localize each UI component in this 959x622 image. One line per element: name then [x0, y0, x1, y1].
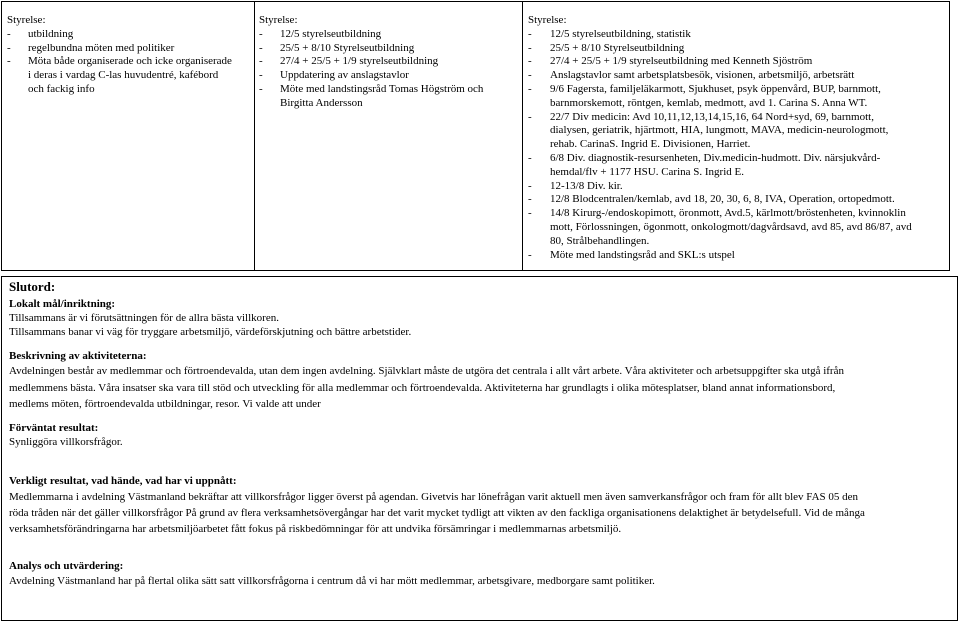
goal-line: Tillsammans banar vi väg för tryggare arbetsmiljö, värdeförskjutning och bättre arbetstider.: [9, 326, 412, 338]
list-item: [528, 111, 947, 152]
table-cell-column-2: [255, 2, 523, 270]
list-item-line: Anslagstavlor samt arbetsplatsbesök, visionen, arbetsmiljö, arbetsrätt: [550, 69, 855, 82]
list-dash: -: [528, 110, 532, 123]
list-item-line: Möte med landstingsråd and SKL:s utspel: [550, 248, 735, 261]
table-cell-column-3: [523, 2, 949, 270]
list-item-line: rehab. CarinaS. Ingrid E. Divisionen, Harriet.: [550, 138, 751, 151]
column-heading: Styrelse:: [259, 14, 298, 26]
list-item-line: 12/5 styrelseutbildning, statistik: [550, 27, 691, 40]
list-item-line: barnmorskemott, röntgen, kemlab, medmott, avd 1. Carina S. Anna WT.: [550, 96, 868, 109]
list-item: [528, 207, 947, 248]
list-item: [7, 55, 254, 96]
actual-result-line: verksamhetsförändringarna har arbetsmiljöarbetet fått fokus på riskbedömningar för att undvika försämringar i medlemmarnas arbetsmiljö.: [9, 523, 622, 535]
list-item-line: 6/8 Div. diagnostik-resursenheten, Div.medicin-hudmott. Div. närsjukvård-: [550, 151, 881, 164]
list-dash: -: [7, 41, 11, 54]
list-item-line: mott, Förlossningen, ögonmott, onkologmott/dagvårdsavd, avd 85, avd 86/87, avd: [550, 220, 912, 233]
list-item: [259, 55, 522, 69]
activities-line: Avdelningen består av medlemmar och förtroendevalda, utan dem ingen avdelning. Självklart måste de utgöra det centrala i allt vårt arbete. Våra aktiviteter och arbetsuppgifter ska utgå ifrån: [9, 365, 844, 377]
list-item-line: 12/8 Blodcentralen/kemlab, avd 18, 20, 30, 6, 8, IVA, Operation, ortopedmott.: [550, 193, 895, 206]
list-item: [528, 83, 947, 111]
list-item: [528, 42, 947, 56]
list-dash: -: [528, 248, 532, 261]
list-item-line: Möta både organiserade och icke organiserade: [28, 55, 232, 68]
expected-result-line: Synliggöra villkorsfrågor.: [9, 436, 123, 448]
list-dash: -: [528, 69, 532, 82]
list-dash: -: [528, 207, 532, 220]
list-item-line: 22/7 Div medicin: Avd 10,11,12,13,14,15,16, 64 Nord+syd, 69, barnmott,: [550, 110, 874, 123]
list-item: [259, 42, 522, 56]
analysis-line: Avdelning Västmanland har på flertal olika sätt satt villkorsfrågorna i centrum då vi har mött medlemmar, arbetsgivare, medborgare samt politiker.: [9, 575, 655, 587]
activities-line: medlems möten, förtroendevalda utbildningar, resor. Vi valde att under: [9, 398, 321, 410]
list-item-line: 25/5 + 8/10 Styrelseutbildning: [550, 41, 685, 54]
list-item: [259, 83, 522, 111]
list-dash: -: [528, 82, 532, 95]
list-item: [528, 193, 947, 207]
goal-heading: Lokalt mål/inriktning:: [9, 298, 116, 310]
list-dash: -: [259, 55, 263, 68]
list-item: [7, 28, 254, 42]
activities-heading: Beskrivning av aktiviteterna:: [9, 350, 147, 362]
list-item: [7, 42, 254, 56]
list-dash: -: [528, 193, 532, 206]
list-item-line: dialysen, geriatrik, hjärtmott, HIA, lungmott, MAVA, medicin-neurologmott,: [550, 124, 889, 137]
list-dash: -: [7, 27, 11, 40]
list-item-line: och fackig info: [28, 82, 95, 95]
list-item-line: 12-13/8 Div. kir.: [550, 179, 623, 192]
list-item-line: utbildning: [28, 27, 74, 40]
list-item-line: 25/5 + 8/10 Styrelseutbildning: [280, 41, 415, 54]
list-item-line: 9/6 Fagersta, familjeläkarmott, Sjukhuset, psyk öppenvård, BUP, barnmott,: [550, 82, 881, 95]
list-item-line: hemdal/flv + 1177 HSU. Carina S. Ingrid E.: [550, 165, 744, 178]
column-heading: Styrelse:: [528, 14, 567, 26]
expected-result-heading: Förväntat resultat:: [9, 422, 99, 434]
list-item-line: 80, Strålbehandlingen.: [550, 234, 650, 247]
list-dash: -: [259, 41, 263, 54]
actual-result-line: röda tråden när det gäller villkorsfrågor På grund av flera verksamhetsövergångar har det varit mycket tydligt att vikten av den fackliga organisationens delaktighet är betydelsefull. Vid de många: [9, 507, 865, 519]
list-dash: -: [7, 55, 11, 68]
goal-line: Tillsammans är vi förutsättningen för de allra bästa villkoren.: [9, 312, 279, 324]
column-heading: Styrelse:: [7, 14, 46, 26]
list-dash: -: [528, 41, 532, 54]
list-item-line: i deras i vardag C-las huvudentré, kafébord: [28, 69, 219, 82]
list-dash: -: [528, 151, 532, 164]
actual-result-line: Medlemmarna i avdelning Västmanland bekräftar att villkorsfrågor ligger överst på agendan. Givetvis har lönefrågan varit aktuell men även samverkansfrågor och fram för allt blev FAS 05 den: [9, 491, 859, 503]
list-item: [528, 28, 947, 42]
list-item-line: 14/8 Kirurg-/endoskopimott, öronmott, Avd.5, kärlmott/bröstenheten, kvinnoklin: [550, 207, 906, 220]
list-dash: -: [528, 27, 532, 40]
list-dash: -: [528, 55, 532, 68]
list-item-line: Uppdatering av anslagstavlor: [280, 69, 409, 82]
list-item: [528, 55, 947, 69]
list-item-line: 12/5 styrelseutbildning: [280, 27, 382, 40]
analysis-heading: Analys och utvärdering:: [9, 560, 124, 572]
list-item: [528, 152, 947, 180]
list-item-line: 27/4 + 25/5 + 1/9 styrelseutbildning med Kenneth Sjöström: [550, 55, 813, 68]
list-item: [259, 28, 522, 42]
list-dash: -: [259, 27, 263, 40]
list-item: [528, 180, 947, 194]
list-item-line: Möte med landstingsråd Tomas Högström och: [280, 82, 484, 95]
activity-table-row: [1, 1, 950, 271]
list-item: [528, 69, 947, 83]
list-dash: -: [259, 82, 263, 95]
list-item-line: regelbundna möten med politiker: [28, 41, 175, 54]
list-dash: -: [259, 69, 263, 82]
list-item-line: 27/4 + 25/5 + 1/9 styrelseutbildning: [280, 55, 439, 68]
summary-title: Slutord:: [9, 279, 56, 294]
table-cell-column-1: [2, 2, 255, 270]
list-item: [259, 69, 522, 83]
activities-line: medlemmens bästa. Våra insatser ska vara till stöd och utveckling för alla medlemmar och förtroendevalda. Aktiviteterna har grundlagts i olika mötesplatser, bland annat informationsbord,: [9, 382, 836, 394]
actual-result-heading: Verkligt resultat, vad hände, vad har vi uppnått:: [9, 475, 237, 487]
list-item: [528, 249, 947, 263]
list-item-line: Birgitta Andersson: [280, 96, 363, 109]
list-dash: -: [528, 179, 532, 192]
